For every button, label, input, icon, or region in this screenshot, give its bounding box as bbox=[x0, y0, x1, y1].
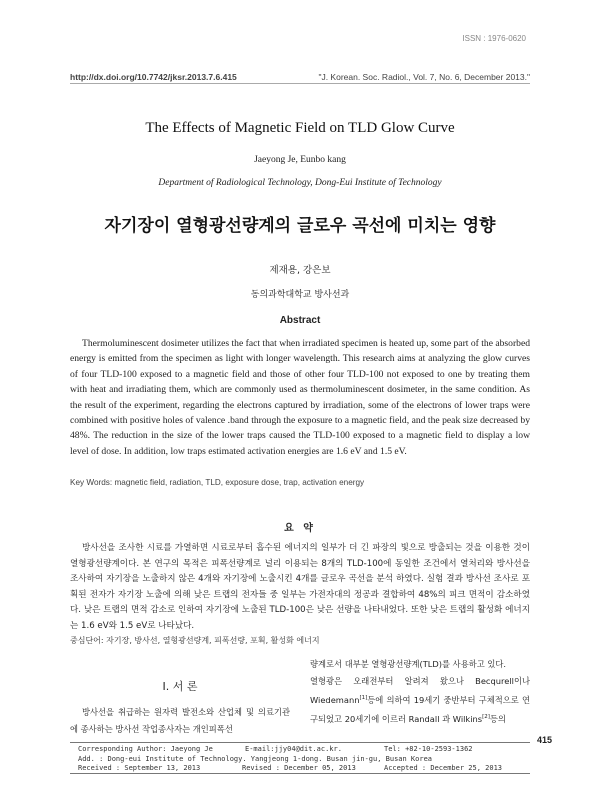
footer-divider-top bbox=[70, 742, 530, 743]
revised-date: Revised : December 05, 2013 bbox=[242, 764, 356, 772]
author-email[interactable]: E-mail:jjy04@dit.ac.kr. bbox=[245, 745, 342, 753]
footer-row-contact bbox=[70, 745, 540, 755]
korean-keywords: 중심단어: 자기장, 방사선, 열형광선량계, 피폭선량, 포획, 활성화 에너지 bbox=[70, 636, 320, 645]
abstract-text: Thermoluminescent dosimeter utilizes the fact that when irradiated specimen is heated up, some part of the absorbed energy is emitted from the specimen as light with longer wavelength. This research aims at analyzing the glow curves of four TLD-100 exposed to a magnetic field and those of other four TLD-100 not exposed to one by treating them with heat and irradiating them, which are commonly used as thermoluminescent dosimeter, in the same condition. As the result of the experiment, regarding the electrons captured by irradiation, some of the electrons of lower traps were combined with positive holes of valence .band through the exposure to a magnetic field, and the peak size decreased by 48%. The reduction in the size of the lower traps caused the TLD-100 exposed to a magnetic field to display a low level of dose. In addition, low traps estimated activation energies are 1.6 eV and 1.5 eV. bbox=[70, 338, 530, 457]
received-date: Received : September 13, 2013 bbox=[78, 764, 201, 772]
accepted-date: Accepted : December 25, 2013 bbox=[384, 764, 503, 772]
author-tel: Tel: +82-10-2593-1362 bbox=[384, 745, 473, 753]
korean-abstract-heading: 요 약 bbox=[284, 523, 316, 534]
author-address: Add. : Dong-eui Institute of Technology. Yangjeong 1-dong. Busan jin-gu, Busan Korea bbox=[78, 754, 433, 763]
section-heading-introduction: Ⅰ. 서 론 bbox=[162, 680, 198, 693]
keywords: Key Words: magnetic field, radiation, TLD, exposure dose, trap, activation energy bbox=[70, 478, 365, 487]
paper-title: The Effects of Magnetic Field on TLD Glow Curve bbox=[145, 120, 455, 136]
doi-link[interactable]: http://dx.doi.org/10.7742/jksr.2013.7.6.415 bbox=[70, 72, 237, 82]
corresponding-author: Corresponding Author: Jaeyong Je bbox=[78, 745, 213, 753]
footer-row-address bbox=[70, 755, 540, 765]
paper-affiliation: Department of Radiological Technology, Dong-Eui Institute of Technology bbox=[158, 178, 442, 188]
intro-right-column bbox=[310, 656, 530, 728]
footer-divider-bottom bbox=[70, 773, 530, 774]
journal-citation: "J. Korean. Soc. Radiol., Vol. 7, No. 6, December 2013." bbox=[318, 72, 530, 82]
korean-abstract-text: 방사선을 조사한 시료를 가열하면 시료로부터 흡수된 에너지의 일부가 더 긴 파장의 빛으로 방출되는 것을 이용한 것이 열형광선량계이다. 본 연구의 목적은 피폭선량계로 널리 이용되는 8개의 TLD-100에 동일한 조건에서 열처리와 방사선을 조사하여 자기장을 노출하지 않은 4개와 자기장에 노출시킨 4개를 글로우 곡선을 분석 하였다. 실험 결과 방사선 조사로 포획된 전자가 자기장 노출에 의해 낮은 트랩의 전자들 중 일부는 가전자대의 정공과 결합하여 48%의 피크 면적이 감소하였다. 낮은 트랩의 면적 감소로 인하여 자기장에 노출된 TLD-100은 낮은 선량을 나타내었다. 또한 낮은 트랩의 활성화 에너지는 1.6 eV와 1.5 eV로 나타났다. bbox=[70, 543, 530, 631]
korean-title: 자기장이 열형광선량계의 글로우 곡선에 미치는 영향 bbox=[104, 216, 496, 236]
citation-2[interactable]: [2] bbox=[482, 713, 490, 720]
footer-info bbox=[70, 745, 540, 774]
citation-1[interactable]: [1] bbox=[359, 695, 368, 701]
abstract-heading: Abstract bbox=[279, 315, 321, 326]
intro-right-paragraph-2a: 열형광은 오래전부터 알려져 왔으나 Becqurell이나 Wiedemann bbox=[310, 676, 530, 705]
korean-authors: 제재용, 강은보 bbox=[269, 265, 331, 276]
paper-authors: Jaeyong Je, Eunbo kang bbox=[254, 155, 346, 165]
header-divider bbox=[70, 83, 530, 84]
page-number: 415 bbox=[537, 735, 553, 745]
intro-right-paragraph-2b: 등에 의하여 19세기 중반부터 구체적으로 연구되었고 20세기에 이르러 Randall 과 Wilkins bbox=[310, 694, 530, 724]
intro-right-paragraph-1: 량계로서 대부분 열형광선량계(TLD)를 사용하고 있다. bbox=[310, 659, 507, 669]
korean-affiliation: 동의과학대학교 방사선과 bbox=[250, 290, 350, 300]
issn-label: ISSN : 1976-0620 bbox=[462, 34, 526, 43]
intro-left-column: 방사선을 취급하는 원자력 발전소와 산업체 및 의료기관에 종사하는 방사선 작업종사자는 개인피폭선 bbox=[70, 707, 290, 734]
intro-right-paragraph-2c: 등의 bbox=[489, 713, 506, 724]
